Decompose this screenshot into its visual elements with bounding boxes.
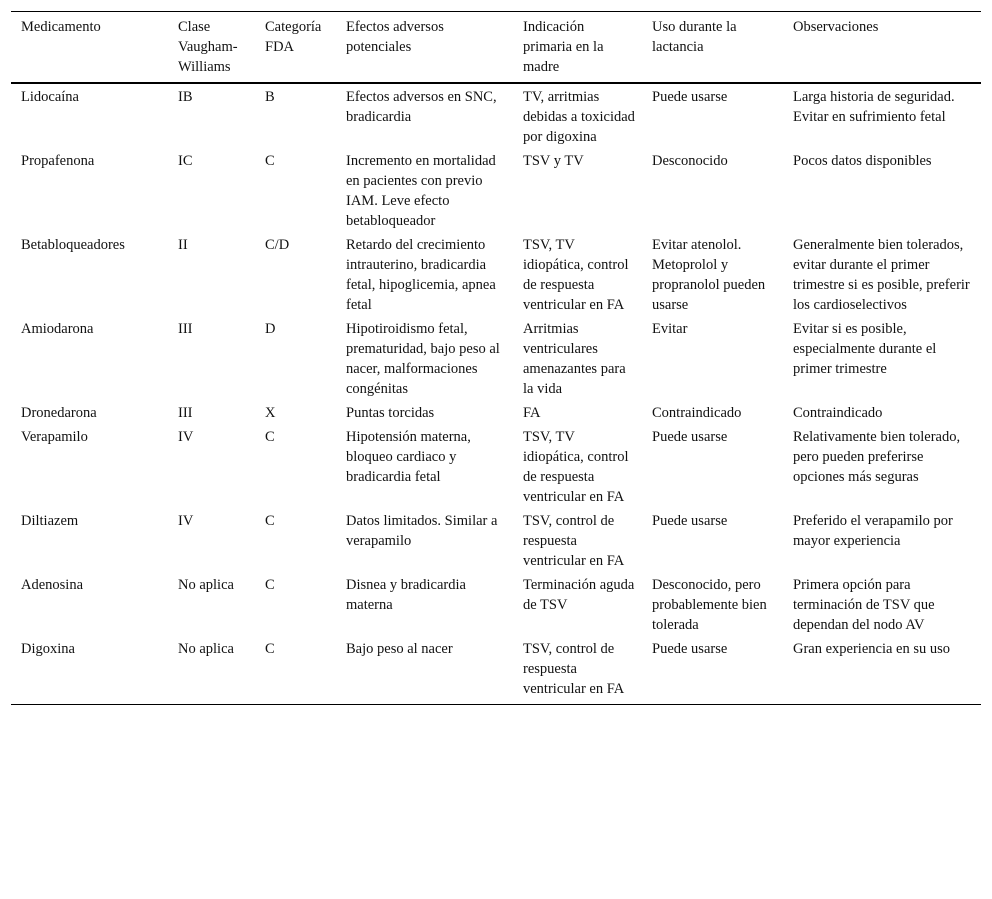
cell-lactancia: Puede usarse bbox=[652, 641, 728, 657]
cell-efectos: Bajo peso al nacer bbox=[346, 641, 453, 657]
cell-medicamento: Diltiazem bbox=[21, 513, 79, 529]
cell-efectos: Datos limitados. Similar a verapamilo bbox=[346, 513, 498, 549]
cell-efectos: Retardo del crecimiento intrauterino, bradicardia fetal, hipoglicemia, apnea fetal bbox=[346, 237, 496, 313]
cell-lactancia: Desconocido, pero probablemente bien tolerada bbox=[652, 577, 767, 633]
table-row bbox=[11, 572, 981, 636]
cell-efectos: Incremento en mortalidad en pacientes con previo IAM. Leve efecto betabloqueador bbox=[346, 153, 496, 229]
cell-categoria: D bbox=[265, 321, 276, 337]
cell-categoria: C bbox=[265, 429, 275, 445]
cell-efectos: Efectos adversos en SNC, bradicardia bbox=[346, 89, 497, 125]
cell-efectos: Disnea y bradicardia materna bbox=[346, 577, 466, 613]
header-medicamento: Medicamento bbox=[21, 19, 101, 35]
cell-indicacion: TV, arritmias debidas a toxicidad por digoxina bbox=[523, 89, 635, 145]
cell-categoria: C bbox=[265, 513, 275, 529]
cell-lactancia: Puede usarse bbox=[652, 429, 728, 445]
cell-efectos: Hipotensión materna, bloqueo cardiaco y bradicardia fetal bbox=[346, 429, 471, 485]
cell-categoria: C bbox=[265, 153, 275, 169]
cell-categoria: B bbox=[265, 89, 275, 105]
header-lactancia: Uso durante la lactancia bbox=[652, 19, 737, 55]
table-row bbox=[11, 83, 981, 148]
cell-clase: No aplica bbox=[178, 577, 234, 593]
antiarrhythmic-drugs-table bbox=[11, 11, 981, 705]
table-row bbox=[11, 424, 981, 508]
cell-clase: IC bbox=[178, 153, 193, 169]
cell-indicacion: TSV, control de respuesta ventricular en FA bbox=[523, 641, 625, 697]
cell-lactancia: Puede usarse bbox=[652, 89, 728, 105]
cell-clase: II bbox=[178, 237, 188, 253]
cell-clase: IV bbox=[178, 513, 194, 529]
header-row bbox=[11, 12, 981, 84]
table-header bbox=[11, 12, 981, 84]
cell-observaciones: Primera opción para terminación de TSV que dependan del nodo AV bbox=[793, 577, 935, 633]
cell-lactancia: Contraindicado bbox=[652, 405, 742, 421]
cell-indicacion: TSV y TV bbox=[523, 153, 584, 169]
cell-efectos: Hipotiroidismo fetal, prematuridad, bajo peso al nacer, malformaciones congénitas bbox=[346, 321, 500, 397]
table-row bbox=[11, 232, 981, 316]
cell-medicamento: Adenosina bbox=[21, 577, 84, 593]
cell-clase: No aplica bbox=[178, 641, 234, 657]
cell-clase: III bbox=[178, 405, 193, 421]
header-observaciones: Observaciones bbox=[793, 19, 879, 35]
cell-indicacion: Arritmias ventriculares amenazantes para la vida bbox=[523, 321, 626, 397]
table-row bbox=[11, 148, 981, 232]
table-row bbox=[11, 508, 981, 572]
cell-medicamento: Verapamilo bbox=[21, 429, 88, 445]
header-clase: Clase Vaugham-Williams bbox=[178, 19, 238, 75]
cell-observaciones: Generalmente bien tolerados, evitar durante el primer trimestre si es posible, preferir los cardioselectivos bbox=[793, 237, 970, 313]
cell-medicamento: Digoxina bbox=[21, 641, 75, 657]
drug-table-container bbox=[11, 11, 981, 705]
cell-clase: III bbox=[178, 321, 193, 337]
cell-indicacion: FA bbox=[523, 405, 541, 421]
cell-indicacion: Terminación aguda de TSV bbox=[523, 577, 635, 613]
cell-observaciones: Evitar si es posible, especialmente durante el primer trimestre bbox=[793, 321, 937, 377]
header-categoria-fda: Categoría FDA bbox=[265, 19, 322, 55]
cell-observaciones: Preferido el verapamilo por mayor experiencia bbox=[793, 513, 953, 549]
cell-categoria: C bbox=[265, 577, 275, 593]
cell-indicacion: TSV, control de respuesta ventricular en FA bbox=[523, 513, 625, 569]
cell-medicamento: Dronedarona bbox=[21, 405, 97, 421]
cell-efectos: Puntas torcidas bbox=[346, 405, 435, 421]
header-indicacion: Indicación primaria en la madre bbox=[523, 19, 604, 75]
cell-indicacion: TSV, TV idiopática, control de respuesta ventricular en FA bbox=[523, 237, 629, 313]
cell-indicacion: TSV, TV idiopática, control de respuesta ventricular en FA bbox=[523, 429, 629, 505]
cell-observaciones: Pocos datos disponibles bbox=[793, 153, 932, 169]
cell-medicamento: Lidocaína bbox=[21, 89, 79, 105]
cell-observaciones: Larga historia de seguridad. Evitar en sufrimiento fetal bbox=[793, 89, 955, 125]
cell-clase: IV bbox=[178, 429, 194, 445]
table-body bbox=[11, 83, 981, 705]
header-efectos-adversos: Efectos adversos potenciales bbox=[346, 19, 444, 55]
cell-observaciones: Gran experiencia en su uso bbox=[793, 641, 951, 657]
cell-lactancia: Puede usarse bbox=[652, 513, 728, 529]
cell-categoria: C bbox=[265, 641, 275, 657]
table-row bbox=[11, 400, 981, 424]
cell-categoria: X bbox=[265, 405, 276, 421]
cell-categoria: C/D bbox=[265, 237, 290, 253]
cell-medicamento: Amiodarona bbox=[21, 321, 94, 337]
cell-observaciones: Contraindicado bbox=[793, 405, 883, 421]
table-row bbox=[11, 636, 981, 705]
cell-medicamento: Propafenona bbox=[21, 153, 95, 169]
cell-lactancia: Evitar atenolol. Metoprolol y propranolol pueden usarse bbox=[652, 237, 766, 313]
table-row bbox=[11, 316, 981, 400]
cell-observaciones: Relativamente bien tolerado, pero pueden preferirse opciones más seguras bbox=[793, 429, 961, 485]
cell-clase: IB bbox=[178, 89, 193, 105]
cell-lactancia: Desconocido bbox=[652, 153, 728, 169]
cell-lactancia: Evitar bbox=[652, 321, 688, 337]
cell-medicamento: Betabloqueadores bbox=[21, 237, 125, 253]
